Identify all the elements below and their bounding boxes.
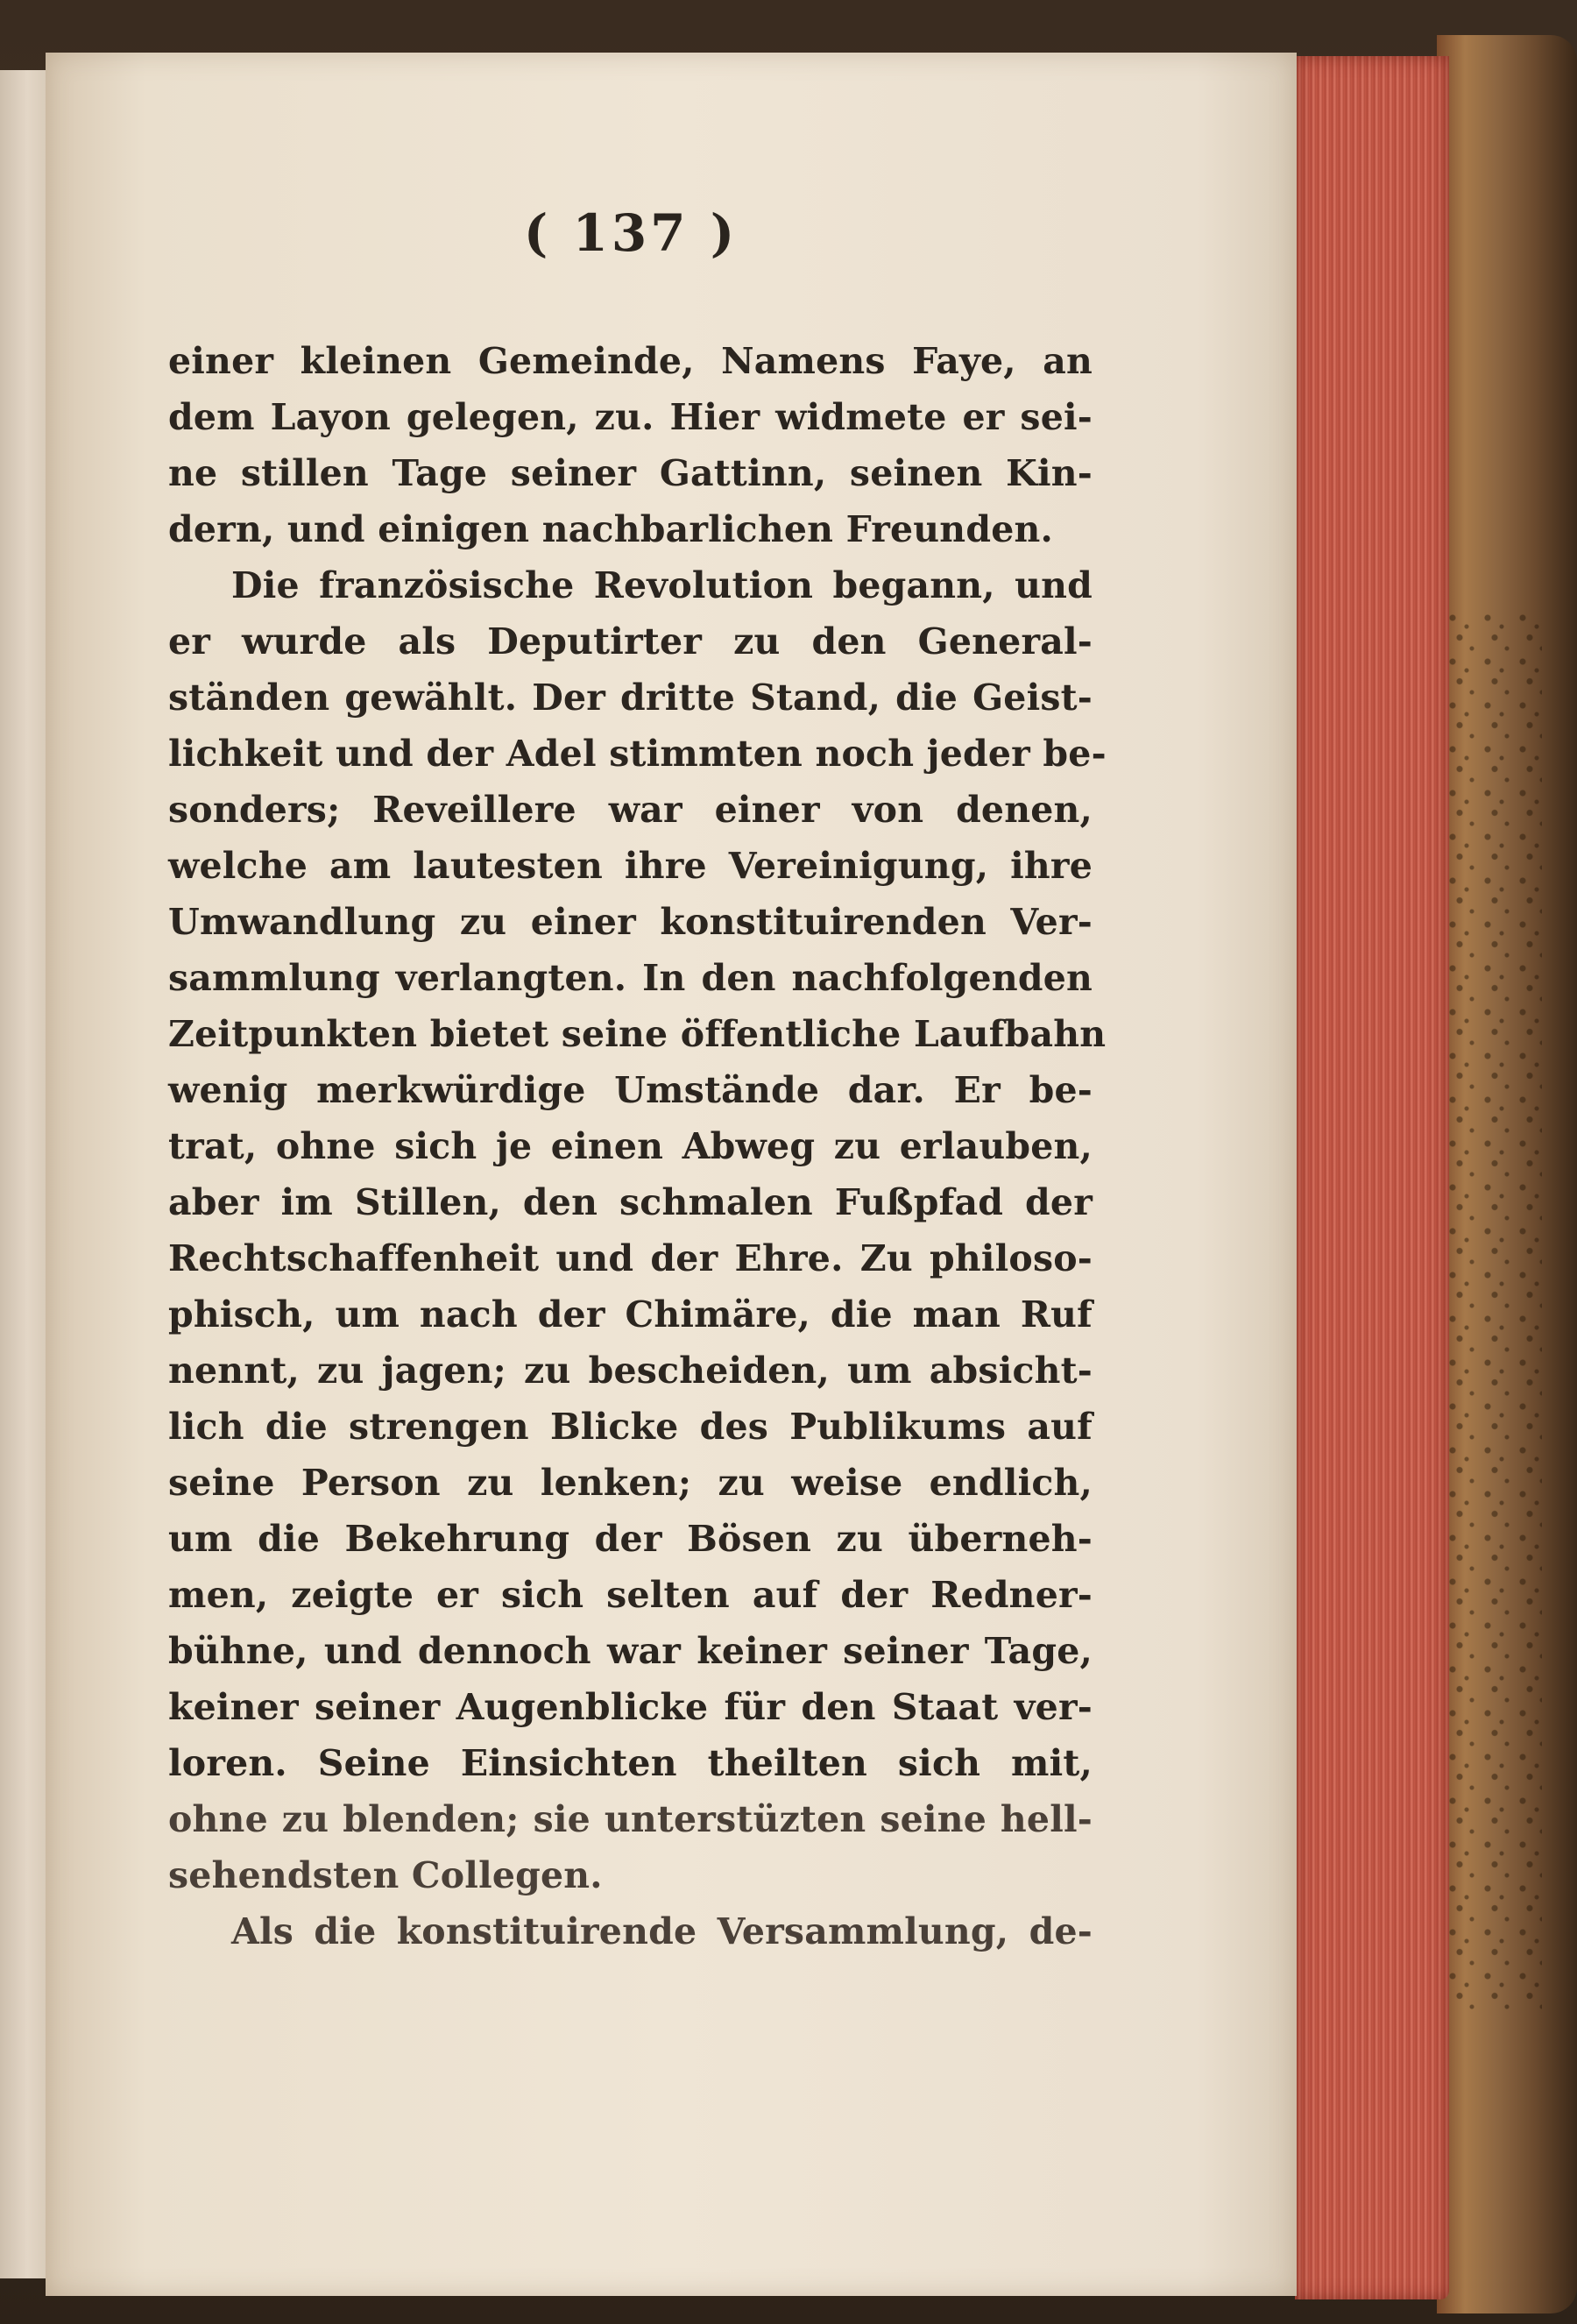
- text-line: phisch, um nach der Chimäre, die man Ruf: [168, 1293, 1093, 1336]
- text-line: ohne zu blenden; sie unterstüzten seine hell-: [168, 1798, 1093, 1840]
- text-line: bühne, und dennoch war keiner seiner Tage,: [168, 1630, 1093, 1672]
- text-line: loren. Seine Einsichten theilten sich mit,: [168, 1742, 1093, 1784]
- text-line: sonders; Reveillere war einer von denen,: [168, 789, 1093, 831]
- text-line: men, zeigte er sich selten auf der Redner-: [168, 1574, 1093, 1616]
- text-line: Als die konstituirende Versammlung, de-: [231, 1910, 1093, 1952]
- text-line: aber im Stillen, den schmalen Fußpfad der: [168, 1181, 1093, 1223]
- text-line: keiner seiner Augenblicke für den Staat ver-: [168, 1686, 1093, 1728]
- text-line: dern, und einigen nachbarlichen Freunden.: [168, 508, 1053, 550]
- text-line: trat, ohne sich je einen Abweg zu erlauben,: [168, 1125, 1093, 1167]
- text-line: er wurde als Deputirter zu den General-: [168, 620, 1093, 662]
- text-line: sammlung verlangten. In den nachfolgenden: [168, 957, 1093, 999]
- text-line: lichkeit und der Adel stimmten noch jeder be-: [168, 733, 1107, 775]
- body-text: [168, 333, 1107, 2243]
- text-line: wenig merkwürdige Umstände dar. Er be-: [168, 1069, 1093, 1111]
- text-line: einer kleinen Gemeinde, Namens Faye, an: [168, 340, 1093, 382]
- page-edges: [1295, 56, 1449, 2299]
- text-line: welche am lautesten ihre Vereinigung, ihre: [168, 845, 1093, 887]
- text-line: seine Person zu lenken; zu weise endlich,: [168, 1462, 1093, 1504]
- left-page-edge: [0, 70, 48, 2278]
- page-number-header: ( 137 ): [523, 203, 739, 263]
- text-line: Die französische Revolution begann, und: [231, 564, 1093, 606]
- text-line: ne stillen Tage seiner Gattinn, seinen Kin-: [168, 452, 1093, 494]
- text-line: lich die strengen Blicke des Publikums auf: [168, 1406, 1093, 1448]
- text-line: Rechtschaffenheit und der Ehre. Zu philoso-: [168, 1237, 1093, 1279]
- text-line: sehendsten Collegen.: [168, 1854, 603, 1896]
- text-line: dem Layon gelegen, zu. Hier widmete er sei-: [168, 396, 1093, 438]
- text-line: um die Bekehrung der Bösen zu überneh-: [168, 1518, 1093, 1560]
- text-line: Umwandlung zu einer konstituirenden Ver-: [168, 901, 1093, 943]
- text-line: Zeitpunkten bietet seine öffentliche Laufbahn: [168, 1013, 1107, 1055]
- cover-texture: [1446, 613, 1542, 2016]
- text-line: nennt, zu jagen; zu bescheiden, um absicht-: [168, 1350, 1093, 1392]
- text-line: ständen gewählt. Der dritte Stand, die Geist-: [168, 677, 1093, 719]
